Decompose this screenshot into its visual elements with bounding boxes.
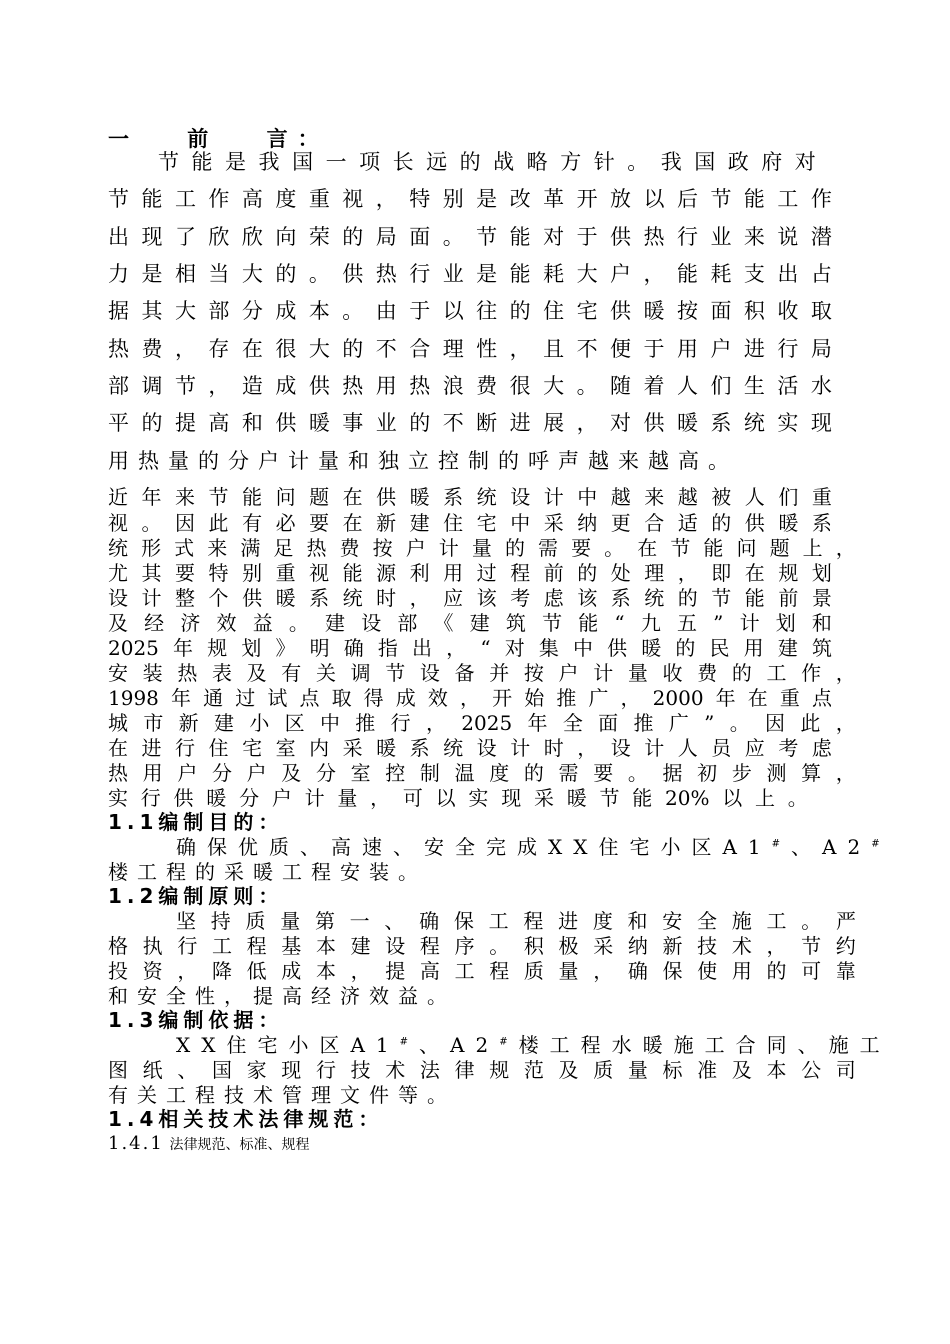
para-line: 在 进 行 住 宅 室 内 采 暖 系 统 设 计 时 ， 设 计 人 员 应 考 虑 (108, 736, 832, 760)
section-1-4-heading: 1.4相关技术法律规范： (108, 1107, 384, 1131)
subsection-title: 法律规范、标准、规程 (169, 1137, 310, 1153)
section-1-3-line: 图 纸 、 国 家 现 行 技 术 法 律 规 范 及 质 量 标 准 及 本 公 司 (108, 1058, 856, 1082)
section-1-4-1-line (108, 1133, 310, 1156)
intro-line: 力 是 相 当 大 的 。 供 热 行 业 是 能 耗 大 户 ， 能 耗 支 出 占 (108, 262, 832, 286)
section-1-2-line: 坚 持 质 量 第 一 、 确 保 工 程 进 度 和 安 全 施 工 。 严 (176, 909, 856, 933)
para-line: 设 计 整 个 供 暖 系 统 时 ， 应 该 考 虑 该 系 统 的 节 能 前 景 (108, 586, 832, 610)
para-line: 视 。 因 此 有 必 要 在 新 建 住 宅 中 采 纳 更 合 适 的 供 暖 系 (108, 511, 832, 535)
section-1-2-line: 和安全性，提高经济效益。 (108, 984, 456, 1008)
section-1-2-line: 格 执 行 工 程 基 本 建 设 程 序 。 积 极 采 纳 新 技 术 ， 节 约 (108, 934, 856, 958)
intro-line: 节 能 工 作 高 度 重 视 ， 特 别 是 改 革 开 放 以 后 节 能 工 作 (108, 187, 832, 211)
intro-line: 平 的 提 高 和 供 暖 事 业 的 不 断 进 展 ， 对 供 暖 系 统 实 现 (108, 411, 832, 435)
para-line: 城 市 新 建 小 区 中 推 行 ， 2025 年 全 面 推 广 ” 。 因 此 ， (108, 711, 856, 735)
intro-line: 据 其 大 部 分 成 本 。 由 于 以 往 的 住 宅 供 暖 按 面 积 收 取 (108, 299, 832, 323)
preface-heading: 一 前 言： (108, 127, 329, 151)
para-line: 热 用 户 分 户 及 分 室 控 制 温 度 的 需 要 。 据 初 步 测 算 ， (108, 761, 856, 785)
intro-line: 出 现 了 欣 欣 向 荣 的 局 面 。 节 能 对 于 供 热 行 业 来 说 潜 (108, 225, 832, 249)
section-1-3-line: 有关工程技术管理文件等。 (108, 1083, 456, 1107)
para-line: 近 年 来 节 能 问 题 在 供 暖 系 统 设 计 中 越 来 越 被 人 们 重 (108, 485, 832, 509)
intro-line: 部 调 节 ， 造 成 供 热 用 热 浪 费 很 大 。 随 着 人 们 生 活 水 (108, 374, 832, 398)
para-line: 及 经 济 效 益 。 建 设 部 《 建 筑 节 能 “ 九 五 ” 计 划 和 (108, 611, 832, 635)
para-line: 统 形 式 来 满 足 热 费 按 户 计 量 的 需 要 。 在 节 能 问 题 上 ， (108, 536, 856, 560)
para-line: 2025 年 规 划 》 明 确 指 出 ， “ 对 集 中 供 暖 的 民 用 建 筑 (108, 636, 832, 660)
intro-line: 节 能 是 我 国 一 项 长 远 的 战 略 方 针 。 我 国 政 府 对 (158, 150, 816, 174)
para-line: 尤 其 要 特 别 重 视 能 源 利 用 过 程 前 的 处 理 ， 即 在 规 划 (108, 561, 832, 585)
section-1-3-heading: 1.3编制依据： (108, 1008, 284, 1032)
subsection-number: 1.4.1 (108, 1133, 164, 1154)
para-line: 安 装 热 表 及 有 关 调 节 设 备 并 按 户 计 量 收 费 的 工 作 ， (108, 661, 856, 685)
para-line: 1998 年 通 过 试 点 取 得 成 效 ， 开 始 推 广 ， 2000 年 在 重 点 (108, 686, 832, 710)
intro-line: 用热量的分户计量和独立控制的呼声越来越高。 (108, 449, 738, 473)
intro-line: 热 费 ， 存 在 很 大 的 不 合 理 性 ， 且 不 便 于 用 户 进 行 局 (108, 337, 832, 361)
section-1-2-line: 投 资 ， 降 低 成 本 ， 提 高 工 程 质 量 ， 确 保 使 用 的 可 靠 (108, 959, 856, 983)
section-1-1-line: 确保优质、高速、安全完成XX住宅小区A1#、A2# (176, 835, 891, 859)
section-1-3-line: XX住宅小区A1#、A2#楼工程水暖施工合同、施工 (176, 1033, 891, 1057)
section-1-1-line: 楼工程的采暖工程安装。 (108, 860, 427, 884)
section-1-2-heading: 1.2编制原则： (108, 884, 284, 908)
para-line: 实 行 供 暖 分 户 计 量 ， 可 以 实 现 采 暖 节 能 20% 以 上 。 (108, 786, 808, 810)
section-1-1-heading: 1.1编制目的： (108, 810, 284, 834)
